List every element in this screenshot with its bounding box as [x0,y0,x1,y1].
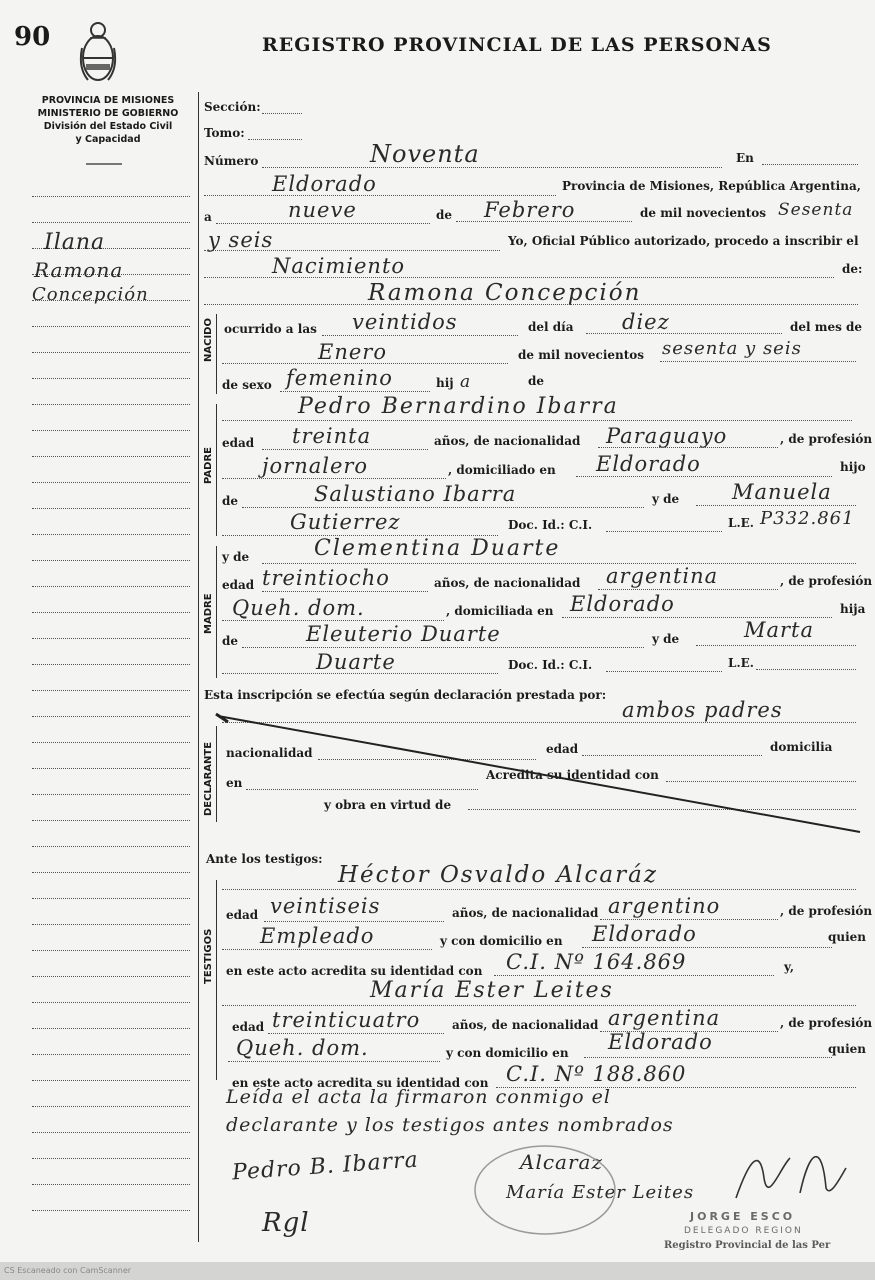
padre-padre-value: Salustiano Ibarra [314,482,517,506]
testigo1-profesion-label: , de profesión [780,904,873,918]
sexo-value: femenino [286,366,393,390]
madre-domiciliada-label: , domiciliada en [446,604,554,618]
madre-y-de-label: y de [222,550,250,564]
padre-section-label: PADRE [203,447,214,484]
madre-doc-label: Doc. Id.: C.I. [508,658,593,672]
testigo2-profesion-value: Queh. dom. [236,1036,369,1060]
testigos-bracket [216,880,217,1080]
en-label: En [736,151,754,165]
padre-domiciliado-label: , domiciliado en [448,463,556,477]
nacido-mes-value: Enero [318,340,387,364]
nacido-de-label: de [528,374,545,388]
padre-nacionalidad-value: Paraguayo [606,424,728,448]
de-sexo-label: de sexo [222,378,272,392]
testigos-intro: Ante los testigos: [206,852,323,866]
mil-novecientos-label: de mil novecientos [640,206,767,220]
hija-label: hija [840,602,866,616]
office-line-1: PROVINCIA DE MISIONES [41,95,175,106]
signature-testigo-1: Alcaraz [520,1150,603,1174]
madre-madre-value: Marta [744,618,815,642]
hora-value: veintidos [352,310,458,334]
nacido-section-label: NACIDO [203,318,214,362]
padre-le-label: L.E. [728,516,754,530]
testigo2-profesion-label: , de profesión [780,1016,873,1030]
nombre-value: Ramona Concepción [368,280,642,306]
nacido-anio-value: sesenta y seis [662,338,802,359]
madre-section-label: MADRE [203,593,214,634]
registry-seal-stamp [470,1140,620,1240]
madre-edad-label: edad [222,578,255,592]
padre-le-value: P332.861 [760,508,855,529]
padre-madre-value: Manuela [732,480,832,504]
testigo2-nombre-value: María Ester Leites [370,978,614,1003]
page-number: 90 [14,22,51,52]
madre-edad-value: treintiocho [262,566,390,590]
declarante-nacionalidad-label: nacionalidad [226,746,313,760]
declarante-acredita-label: Acredita su identidad con [486,768,659,782]
hijo-label: hijo [840,460,866,474]
nacido-dia-value: diez [622,310,670,334]
madre-bracket [216,546,217,678]
padre-nacionalidad-label: años, de nacionalidad [434,434,581,448]
padre-de-label: de [222,494,239,508]
margin-note-line-1: Ilana [44,230,106,255]
del-dia-label: del día [528,320,574,334]
hij-value: a [460,372,472,392]
padre-edad-value: treinta [292,424,372,448]
nacido-mil-novecientos-label: de mil novecientos [518,348,645,362]
anio-value-1: Sesenta [778,200,854,220]
del-mes-label: del mes de [790,320,863,334]
madre-nacionalidad-value: argentina [606,564,719,588]
form-left-rule [198,92,199,1242]
de-label-2: de: [842,262,863,276]
nacido-bracket [216,314,217,394]
closing-line-1: Leída el acta la firmaron conmigo el [226,1086,611,1108]
testigo2-nacionalidad-value: argentina [608,1006,721,1030]
stamp-line-2: DELEGADO REGION [684,1226,803,1236]
scanner-text: CS Escaneado con CamScanner [4,1266,132,1275]
anio-value-2: y seis [208,228,274,252]
testigo1-nombre-value: Héctor Osvaldo Alcaráz [338,862,658,888]
numero-value: Noventa [370,140,480,168]
office-line-2: MINISTERIO DE GOBIERNO [37,108,179,119]
padre-nombre-value: Pedro Bernardino Ibarra [298,394,619,419]
padre-y-de-label: y de [652,492,680,506]
madre-padre-value: Eleuterio Duarte [306,622,501,646]
testigo1-edad-value: veintiseis [270,894,381,918]
testigo1-edad-label: edad [226,908,259,922]
office-line-4: y Capacidad [75,134,141,145]
city-value: Eldorado [272,172,377,196]
madre-profesion-value: Queh. dom. [232,596,365,620]
madre-madre-value-2: Duarte [316,650,396,674]
madre-de-label: de [222,634,239,648]
testigo1-nacionalidad-value: argentino [608,894,721,918]
madre-nacionalidad-label: años, de nacionalidad [434,576,581,590]
margin-note-line-3: Concepción [32,284,149,305]
document-title: REGISTRO PROVINCIAL DE LAS PERSONAS [262,34,772,56]
tipo-value: Nacimiento [272,254,406,278]
stamp-line-1: JORGE ESCO [690,1210,796,1223]
testigo1-quien-label: quien [828,930,867,944]
padre-doc-label: Doc. Id.: C.I. [508,518,593,532]
testigo1-con-domicilio-label: y con domicilio en [440,934,563,948]
de-label-1: de [436,208,453,222]
provincia-text: Provincia de Misiones, República Argentina, [562,179,861,193]
testigos-section-label: TESTIGOS [203,928,214,984]
office-block [18,94,198,146]
declarante-domicilio-label: domicilia [770,740,833,754]
signature-initials: Rgl [262,1208,310,1238]
declarante-intro: Esta inscripción se efectúa según declaración prestada por: [204,688,607,702]
official-signature-scribble [730,1138,850,1208]
hij-label: hij [436,376,454,390]
testigo2-domicilio-value: Eldorado [608,1030,713,1054]
testigo2-edad-value: treinticuatro [272,1008,421,1032]
padre-domicilio-value: Eldorado [596,452,701,476]
declarante-section-label: DECLARANTE [203,741,214,816]
signature-testigo-2: María Ester Leites [506,1182,695,1203]
madre-profesion-label: , de profesión [780,574,873,588]
testigo1-acredita-label: en este acto acredita su identidad con [226,964,483,978]
closing-line-2: declarante y los testigos antes nombrados [226,1114,674,1136]
oficial-text: Yo, Oficial Público autorizado, procedo a inscribir el [508,234,859,248]
declarante-strike-line [214,712,864,836]
madre-nombre-value: Clementina Duarte [314,536,561,561]
a-label: a [204,210,212,224]
testigo2-acredita-label: en este acto acredita su identidad con [232,1076,489,1090]
declarante-edad-label: edad [546,742,579,756]
testigo2-quien-label: quien [828,1042,867,1056]
margin-note-line-2: Ramona [34,258,124,282]
scanner-footer [0,1262,875,1280]
testigo1-doc-value: C.I. Nº 164.869 [506,950,687,974]
testigo2-nacionalidad-label: años, de nacionalidad [452,1018,599,1032]
testigo-y-label: y, [784,960,795,974]
testigo2-con-domicilio-label: y con domicilio en [446,1046,569,1060]
testigo2-doc-value: C.I. Nº 188.860 [506,1062,687,1086]
tomo-label: Tomo: [204,126,245,140]
testigo1-domicilio-value: Eldorado [592,922,697,946]
office-underline [86,163,122,165]
padre-profesion-label: , de profesión [780,432,873,446]
ocurrido-label: ocurrido a las [224,322,317,336]
padre-edad-label: edad [222,436,255,450]
coat-of-arms-emblem [78,18,118,90]
numero-label: Número [204,154,259,168]
padre-bracket [216,404,217,536]
padre-profesion-value: jornalero [262,454,369,478]
madre-domicilio-value: Eldorado [570,592,675,616]
testigo2-edad-label: edad [232,1020,265,1034]
declarante-obra-label: y obra en virtud de [324,798,452,812]
madre-le-label: L.E. [728,656,754,670]
testigo1-profesion-value: Empleado [260,924,375,948]
seccion-label: Sección: [204,100,261,114]
office-line-3: División del Estado Civil [43,121,173,132]
mes-value: Febrero [484,198,576,222]
dia-value: nueve [288,198,357,222]
padre-madre-value-2: Gutierrez [290,510,401,534]
testigo1-nacionalidad-label: años, de nacionalidad [452,906,599,920]
declarante-en-label: en [226,776,243,790]
madre-y-de-label-2: y de [652,632,680,646]
stamp-line-3: Registro Provincial de las Per [664,1240,831,1251]
signature-padre: Pedro B. Ibarra [231,1147,420,1186]
declarante-value: ambos padres [622,698,783,722]
